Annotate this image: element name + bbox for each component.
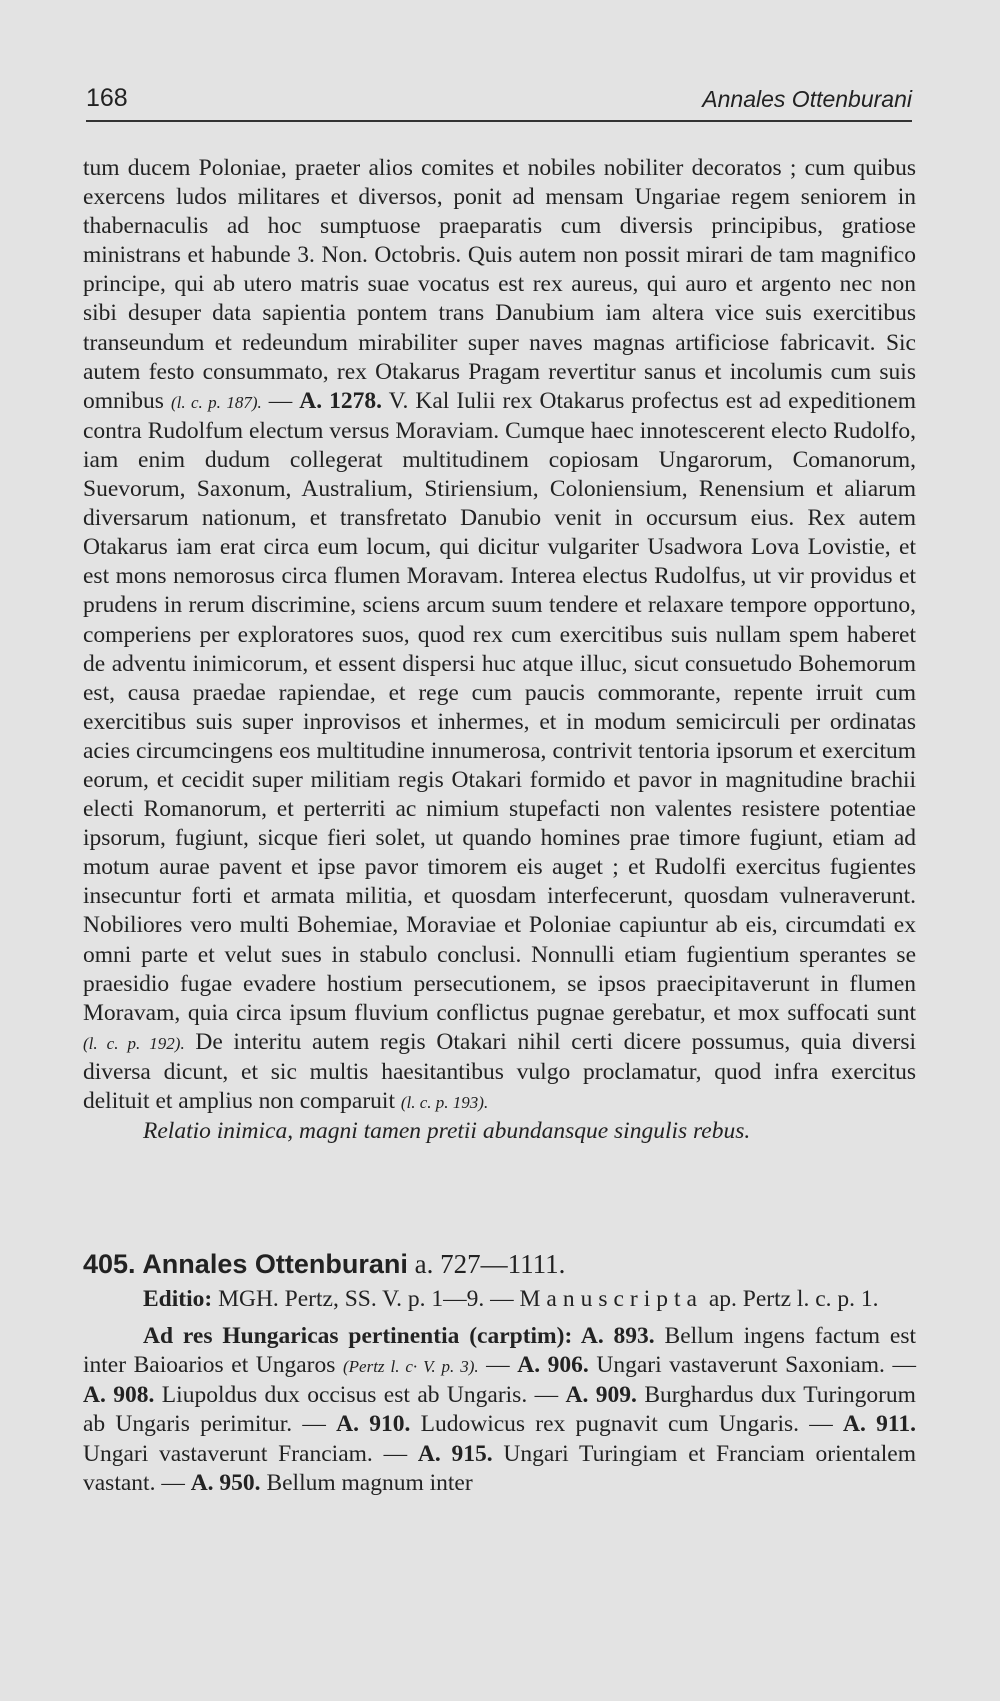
editio-label: Editio: <box>143 1286 213 1313</box>
manuscripta-label: Manuscripta <box>519 1286 703 1313</box>
running-title: Annales Ottenburani <box>702 86 912 112</box>
year-marker: A. 910. <box>336 1411 411 1438</box>
section-heading <box>83 1250 916 1279</box>
paragraph <box>83 154 916 1117</box>
year-marker: A. 915. <box>417 1440 493 1467</box>
reference: (Pertz l. c· V. p. 3). <box>342 1357 479 1377</box>
section-years: a. 727—1111. <box>407 1249 566 1279</box>
text-run: Ludowicus rex pugnavit cum Ungaris. — <box>410 1411 844 1438</box>
year-marker: A. 906. <box>517 1352 589 1379</box>
year-marker: A. 950. <box>190 1469 261 1496</box>
reference: (l. c. p. 192). <box>83 1033 185 1053</box>
text-run: tum ducem Poloniae, praeter alios comites et nobiles nobiliter decoratos ; cum quibus exercens ludos militares et diversos, ponit ad mensam Ungariae regem seniorem in thabernaculis ad hoc sumptuose praeparatis cum diversis principibus, gratiose ministrans et habunde 3. Non. Octobris. Quis autem non possit mirari de tam magnifico principe, qui ab utero matris suae vocatus est rex aureus, qui auro et argento nec non sibi desuper data sapientia pontem trans Danubium iam altera vice suis exercitibus transeundum et redeundum mirabiliter super naves magnas artificiose fabricavit. Sic autem festo consummato, rex Otakarus Pragam revertitur sanus et incolumis cum suis omnibus <box>83 155 916 414</box>
editio-line <box>83 1285 916 1314</box>
text-run: Burghardus dux Turingorum ab Ungaris perimitur. — <box>83 1382 916 1438</box>
dash: — <box>261 387 300 414</box>
main-text <box>83 154 916 1146</box>
page-header <box>86 80 912 122</box>
dash: — <box>478 1352 518 1379</box>
year-marker: A. 893. <box>572 1323 655 1350</box>
text-run: Bellum magnum inter <box>260 1469 473 1496</box>
manuscripta-text: ap. Pertz l. c. p. 1. <box>702 1286 879 1313</box>
reference: (l. c. p. 193). <box>400 1093 489 1112</box>
year-marker: A. 1278. <box>299 387 382 414</box>
editio-text: MGH. Pertz, SS. V. p. 1—9. — <box>212 1286 520 1313</box>
page-number: 168 <box>86 84 128 112</box>
text-run: Bellum ingens factum est inter Baioarios et Ungaros <box>83 1323 916 1379</box>
text-run: V. Kal Iulii rex Otakarus profectus est ad expeditionem contra Rudolfum electum versus Moraviam. Cumque haec innotescerent electo Rudolfo, iam enim dudum collegerat multitudinem copiosam Ungarorum, Comanorum, Suevorum, Saxonum, Australium, Stiriensium, Coloniensium, Renensium et aliarum diversarum nationum, et transfretato Danubio venit in occursum eius. Rex autem Otakarus iam erat circa eum locum, qui dicitur vulgariter Usadwora Lova Lovistie, et est mons nemorosus circa flumen Moravam. Interea electus Rudolfus, ut vir providus et prudens in rerum discrimine, sciens arcum suum tendere et relaxare tempore opportuno, comperiens per exploratores suos, quod rex cum exercitibus suis nullam spem haberet de adventu inimicorum, et essent dispersi huc atque illuc, sicut consuetudo Bohemorum est, causa praedae rapiendae, et rege cum paucis commorante, repente irruit cum exercitibus suis super inprovisos et inhermes, et in modum semicirculi per ordinatas acies circumcingens eos multitudine innumerosa, contrivit tentoria ipsorum et exercitum eorum, et cecidit super militiam regis Otakari formido et pavor in magnitudine brachii electi Romanorum, et perterriti ac nimium stupefacti non valentes resistere potentiae ipsorum, fugiunt, sicque fieri solet, ut quando homines prae timore fugiunt, etiam ad motum aurae pavent et ipse pavor timorem eis auget ; et Rudolfi exercitus fugientes insecuntur forti et armata militia, et quosdam interfecerunt, quosdam vulneraverunt. Nobiliores vero multi Bohemiae, Moraviae et Poloniae capiuntur ab eis, circumdati ex omni parte et velut sues in stabulo conclusi. Nonnulli etiam fugientium sperantes se praesidio fugae evadere hostium persecutionem, se ipsos praecipitaverunt in flumen Moravam, quia circa ipsum fluvium conflictus pugnae gerebatur, et mox suffocati sunt <box>83 387 917 1026</box>
relatio-note: Relatio inimica, magni tamen pretii abundansque singulis rebus. <box>143 1118 751 1145</box>
reference: (l. c. p. 187). <box>170 392 262 412</box>
text-run: De interitu autem regis Otakari nihil certi dicere possumus, quia diversi diversa dicunt, et sic multis haesitantibus vulgo proclamatur, quod infra exercitus delituit et amplius non comparuit <box>83 1028 917 1114</box>
section-title: Annales Ottenburani <box>142 1249 408 1279</box>
text-run: Liupoldus dux occisus est ab Ungaris. — <box>154 1382 566 1409</box>
text-run: Ungari vastaverunt Franciam. — <box>83 1440 418 1467</box>
ad-res-paragraph <box>83 1322 916 1498</box>
entry-405 <box>83 1250 916 1498</box>
year-marker: A. 911. <box>843 1411 916 1438</box>
year-marker: A. 908. <box>83 1382 155 1409</box>
year-marker: A. 909. <box>565 1382 637 1409</box>
text-run: Ungari vastaverunt Saxoniam. — <box>588 1352 916 1379</box>
ad-res-label: Ad res Hungaricas pertinentia (carptim): <box>143 1323 573 1350</box>
section-number: 405. <box>83 1249 136 1279</box>
text-run: Ungari Turingiam et Franciam orientalem vastant. — <box>83 1440 916 1496</box>
